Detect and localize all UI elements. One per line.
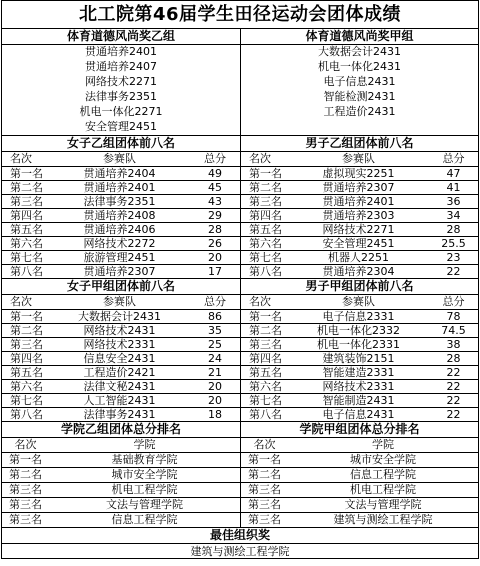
table-row [1, 497, 479, 512]
rank-cell: 第五名 [240, 222, 288, 236]
team-cell: 建筑装饰2151 [288, 351, 429, 365]
team-cell: 网络技术2431 [49, 323, 190, 337]
table-row [1, 482, 479, 497]
ethics-b-header: 体育道德风尚奖乙组 [1, 28, 240, 44]
rank-cell: 第三名 [1, 482, 49, 497]
score-cell: 22 [429, 264, 479, 278]
team-cell: 法律事务2351 [49, 194, 190, 208]
score-cell: 86 [190, 309, 240, 323]
rank-cell: 第七名 [240, 250, 288, 264]
team-cell: 贯通培养2304 [288, 264, 429, 278]
score-cell: 28 [429, 222, 479, 236]
team-cell: 法律文秘2431 [49, 379, 190, 393]
best-org-value: 建筑与测绘工程学院 [1, 543, 479, 559]
score-cell: 49 [190, 166, 240, 180]
rank-cell: 第一名 [1, 166, 49, 180]
college-cell: 机电工程学院 [49, 482, 240, 497]
col-score: 总分 [429, 151, 479, 166]
team-cell: 贯通培养2401 [49, 180, 190, 194]
team-cell: 工程造价2421 [49, 365, 190, 379]
rank-cell: 第二名 [240, 180, 288, 194]
col-rank: 名次 [240, 437, 288, 452]
team-cell: 机电一体化2332 [288, 323, 429, 337]
b-group-rows [1, 166, 479, 278]
results-sheet [1, 0, 479, 559]
rank-cell: 第三名 [240, 337, 288, 351]
ethics-a-header: 体育道德风尚奖甲组 [240, 28, 479, 44]
women-a-header: 女子甲组团体前八名 [1, 278, 240, 294]
team-cell: 机电一体化2331 [288, 337, 429, 351]
table-row [1, 379, 479, 393]
college-cell: 信息工程学院 [288, 467, 479, 482]
team-cell: 贯通培养2406 [49, 222, 190, 236]
score-cell: 22 [429, 379, 479, 393]
table-row [1, 250, 479, 264]
table-row [1, 365, 479, 379]
score-cell: 26 [190, 236, 240, 250]
col-rank: 名次 [1, 294, 49, 309]
score-cell: 47 [429, 166, 479, 180]
ethics-b-item: 网络技术2271 [85, 75, 157, 88]
ethics-b-item: 贯通培养2407 [85, 60, 157, 73]
team-cell: 网络技术2331 [49, 337, 190, 351]
team-cell: 贯通培养2401 [288, 194, 429, 208]
rank-cell: 第四名 [1, 351, 49, 365]
table-row [1, 452, 479, 467]
team-cell: 贯通培养2307 [49, 264, 190, 278]
table-row [1, 337, 479, 351]
table-row [1, 309, 479, 323]
rank-cell: 第三名 [240, 194, 288, 208]
table-row [1, 512, 479, 527]
score-cell: 34 [429, 208, 479, 222]
team-cell: 人工智能2431 [49, 393, 190, 407]
ethics-b-item: 机电一体化2271 [79, 105, 163, 118]
score-cell: 22 [429, 407, 479, 421]
rank-cell: 第八名 [1, 407, 49, 421]
table-row [1, 222, 479, 236]
team-cell: 安全管理2451 [288, 236, 429, 250]
col-college: 学院 [288, 437, 479, 452]
team-cell: 虚拟现实2251 [288, 166, 429, 180]
rank-cell: 第六名 [1, 379, 49, 393]
rank-cell: 第六名 [240, 379, 288, 393]
ethics-b-item: 安全管理2451 [85, 120, 157, 133]
team-cell: 贯通培养2404 [49, 166, 190, 180]
score-cell: 22 [429, 365, 479, 379]
rank-cell: 第三名 [240, 512, 288, 527]
ethics-lists [1, 44, 479, 135]
rank-cell: 第一名 [240, 309, 288, 323]
rank-cell: 第二名 [1, 467, 49, 482]
college-a-header: 学院甲组团体总分排名 [240, 421, 479, 437]
score-cell: 29 [190, 208, 240, 222]
score-cell: 20 [190, 379, 240, 393]
team-cell: 电子信息2431 [288, 407, 429, 421]
table-row [1, 467, 479, 482]
team-cell: 法律事务2431 [49, 407, 190, 421]
table-row [1, 194, 479, 208]
a-group-rows [1, 309, 479, 421]
score-cell: 36 [429, 194, 479, 208]
rank-cell: 第三名 [1, 194, 49, 208]
rank-cell: 第二名 [240, 323, 288, 337]
rank-cell: 第八名 [240, 264, 288, 278]
ethics-b-item: 贯通培养2401 [85, 45, 157, 58]
rank-cell: 第四名 [240, 351, 288, 365]
rank-cell: 第二名 [240, 467, 288, 482]
ethics-a-item: 机电一体化2431 [318, 60, 401, 73]
college-cell: 信息工程学院 [49, 512, 240, 527]
men-b-header: 男子乙组团体前八名 [240, 135, 479, 151]
team-cell: 贯通培养2307 [288, 180, 429, 194]
col-rank: 名次 [1, 151, 49, 166]
team-cell: 旅游管理2451 [49, 250, 190, 264]
a-group-col-row [1, 294, 479, 309]
rank-cell: 第一名 [240, 166, 288, 180]
score-cell: 41 [429, 180, 479, 194]
rank-cell: 第八名 [1, 264, 49, 278]
rank-cell: 第三名 [240, 497, 288, 512]
col-team: 参赛队 [288, 151, 429, 166]
score-cell: 17 [190, 264, 240, 278]
college-rows [1, 452, 479, 527]
table-row [1, 407, 479, 421]
women-b-header: 女子乙组团体前八名 [1, 135, 240, 151]
table-row [1, 166, 479, 180]
men-a-header: 男子甲组团体前八名 [240, 278, 479, 294]
college-cell: 建筑与测绘工程学院 [288, 512, 479, 527]
rank-cell: 第四名 [240, 208, 288, 222]
col-score: 总分 [190, 151, 240, 166]
rank-cell: 第六名 [1, 236, 49, 250]
ethics-a-item: 智能检测2431 [323, 90, 396, 103]
score-cell: 24 [190, 351, 240, 365]
score-cell: 28 [429, 351, 479, 365]
rank-cell: 第五名 [1, 365, 49, 379]
col-team: 参赛队 [49, 151, 190, 166]
ethics-b-item: 法律事务2351 [85, 90, 157, 103]
rank-cell: 第三名 [1, 337, 49, 351]
score-cell: 18 [190, 407, 240, 421]
score-cell: 35 [190, 323, 240, 337]
table-row [1, 208, 479, 222]
college-cell: 机电工程学院 [288, 482, 479, 497]
rank-cell: 第四名 [1, 208, 49, 222]
team-cell: 信息安全2431 [49, 351, 190, 365]
col-rank: 名次 [1, 437, 49, 452]
rank-cell: 第七名 [1, 393, 49, 407]
table-row [1, 393, 479, 407]
col-college: 学院 [49, 437, 240, 452]
rank-cell: 第二名 [1, 323, 49, 337]
team-cell: 网络技术2272 [49, 236, 190, 250]
score-cell: 21 [190, 365, 240, 379]
col-rank: 名次 [240, 294, 288, 309]
table-row [1, 323, 479, 337]
college-col-row [1, 437, 479, 452]
col-rank: 名次 [240, 151, 288, 166]
col-team: 参赛队 [288, 294, 429, 309]
table-row [1, 236, 479, 250]
college-cell: 城市安全学院 [49, 467, 240, 482]
team-cell: 电子信息2331 [288, 309, 429, 323]
score-cell: 25.5 [429, 236, 479, 250]
score-cell: 78 [429, 309, 479, 323]
rank-cell: 第七名 [1, 250, 49, 264]
score-cell: 25 [190, 337, 240, 351]
team-cell: 贯通培养2303 [288, 208, 429, 222]
table-row [1, 180, 479, 194]
college-header-row [1, 421, 479, 437]
ethics-a-item: 工程造价2431 [323, 105, 396, 118]
college-cell: 城市安全学院 [288, 452, 479, 467]
rank-cell: 第三名 [1, 497, 49, 512]
col-team: 参赛队 [49, 294, 190, 309]
score-cell: 74.5 [429, 323, 479, 337]
table-row [1, 264, 479, 278]
team-cell: 网络技术2331 [288, 379, 429, 393]
ethics-a-item: 大数据会计2431 [318, 45, 401, 58]
team-cell: 智能制造2431 [288, 393, 429, 407]
rank-cell: 第一名 [240, 452, 288, 467]
score-cell: 38 [429, 337, 479, 351]
college-b-header: 学院乙组团体总分排名 [1, 421, 240, 437]
ethics-header-row [1, 28, 479, 44]
rank-cell: 第八名 [240, 407, 288, 421]
score-cell: 20 [190, 250, 240, 264]
score-cell: 43 [190, 194, 240, 208]
col-score: 总分 [190, 294, 240, 309]
team-cell: 贯通培养2408 [49, 208, 190, 222]
page-title: 北工院第46届学生田径运动会团体成绩 [1, 0, 479, 28]
ethics-b-list [1, 44, 240, 135]
score-cell: 28 [190, 222, 240, 236]
score-cell: 23 [429, 250, 479, 264]
rank-cell: 第一名 [1, 309, 49, 323]
table-row [1, 351, 479, 365]
best-org-header: 最佳组织奖 [1, 527, 479, 543]
team-cell: 智能建造2331 [288, 365, 429, 379]
team-cell: 大数据会计2431 [49, 309, 190, 323]
rank-cell: 第三名 [1, 512, 49, 527]
rank-cell: 第五名 [1, 222, 49, 236]
rank-cell: 第六名 [240, 236, 288, 250]
college-cell: 基础教育学院 [49, 452, 240, 467]
a-group-header-row [1, 278, 479, 294]
college-cell: 文法与管理学院 [288, 497, 479, 512]
score-cell: 45 [190, 180, 240, 194]
rank-cell: 第五名 [240, 365, 288, 379]
team-cell: 机器人2251 [288, 250, 429, 264]
b-group-col-row [1, 151, 479, 166]
ethics-a-item: 电子信息2431 [323, 75, 396, 88]
score-cell: 20 [190, 393, 240, 407]
b-group-header-row [1, 135, 479, 151]
rank-cell: 第二名 [1, 180, 49, 194]
rank-cell: 第七名 [240, 393, 288, 407]
rank-cell: 第三名 [240, 482, 288, 497]
college-cell: 文法与管理学院 [49, 497, 240, 512]
score-cell: 22 [429, 393, 479, 407]
ethics-a-list [240, 44, 479, 135]
rank-cell: 第一名 [1, 452, 49, 467]
col-score: 总分 [429, 294, 479, 309]
team-cell: 网络技术2271 [288, 222, 429, 236]
